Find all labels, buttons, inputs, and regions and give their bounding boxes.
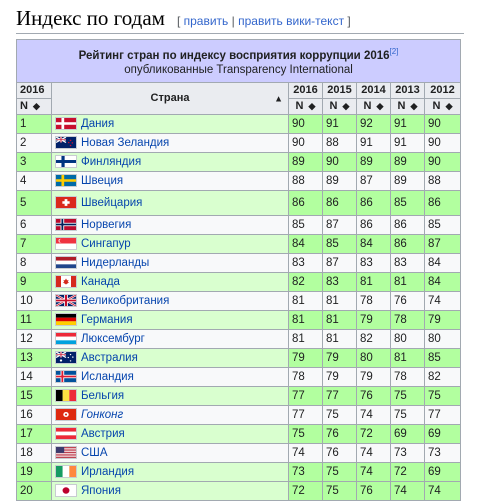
score-cell-2015: 87 [323, 254, 357, 273]
country-cell [52, 311, 289, 330]
score-cell-2012: 74 [425, 482, 461, 501]
score-cell-2016: 77 [289, 387, 323, 406]
sort-control-2015[interactable]: N ◆ [323, 99, 357, 115]
score-cell-2014: 83 [357, 254, 391, 273]
score-cell-2016: 88 [289, 172, 323, 191]
switzerland-flag-icon[interactable] [55, 196, 77, 209]
country-cell [52, 349, 289, 368]
table-row [17, 463, 461, 482]
score-cell-2014: 86 [357, 191, 391, 216]
table-row [17, 115, 461, 134]
rank-cell: 6 [17, 216, 52, 235]
column-header-year: 2016 [17, 83, 52, 99]
rank-cell: 1 [17, 115, 52, 134]
column-header-2015[interactable]: 2015 [323, 83, 357, 99]
score-cell-2016: 83 [289, 254, 323, 273]
score-cell-2012: 87 [425, 235, 461, 254]
country-link[interactable]: Великобритания [81, 295, 170, 307]
score-cell-2012: 90 [425, 153, 461, 172]
score-cell-2013: 72 [391, 463, 425, 482]
table-row [17, 153, 461, 172]
score-cell-2016: 74 [289, 444, 323, 463]
country-cell [52, 172, 289, 191]
country-cell [52, 463, 289, 482]
table-row [17, 330, 461, 349]
sort-icon[interactable]: ◆ [308, 101, 316, 111]
edit-source-link[interactable]: править вики-текст [238, 14, 345, 28]
score-cell-2015: 79 [323, 368, 357, 387]
country-link[interactable]: Бельгия [81, 390, 125, 402]
sort-icon[interactable]: ◆ [410, 101, 418, 111]
score-cell-2013: 74 [391, 482, 425, 501]
score-cell-2012: 82 [425, 368, 461, 387]
country-link[interactable]: Германия [81, 314, 133, 326]
edit-link[interactable]: править [183, 14, 229, 28]
section-title: Индекс по годам [16, 6, 165, 30]
table-row [17, 273, 461, 292]
country-link[interactable]: Канада [81, 276, 120, 288]
country-link[interactable]: Гонконг [81, 409, 124, 421]
score-cell-2016: 81 [289, 311, 323, 330]
score-cell-2012: 77 [425, 406, 461, 425]
sort-icon[interactable]: ◆ [342, 101, 350, 111]
table-row [17, 172, 461, 191]
score-cell-2016: 73 [289, 463, 323, 482]
score-cell-2013: 81 [391, 349, 425, 368]
country-link[interactable]: Люксембург [81, 333, 145, 345]
country-cell [52, 115, 289, 134]
rank-cell: 16 [17, 406, 52, 425]
score-cell-2016: 79 [289, 349, 323, 368]
score-cell-2015: 83 [323, 273, 357, 292]
score-cell-2014: 76 [357, 387, 391, 406]
score-cell-2013: 80 [391, 330, 425, 349]
score-cell-2016: 77 [289, 406, 323, 425]
table-row [17, 254, 461, 273]
table-row [17, 425, 461, 444]
table-row [17, 368, 461, 387]
country-link[interactable]: Нидерланды [81, 257, 150, 269]
score-cell-2013: 89 [391, 153, 425, 172]
score-cell-2016: 81 [289, 330, 323, 349]
country-cell [52, 153, 289, 172]
rank-cell: 19 [17, 463, 52, 482]
score-cell-2013: 73 [391, 444, 425, 463]
australia-flag-icon[interactable] [55, 351, 77, 364]
corruption-index-table [16, 39, 461, 501]
table-caption: Рейтинг стран по индексу восприятия коррупции 2016[2] опубликованные Transparency International [17, 40, 461, 83]
rank-cell: 17 [17, 425, 52, 444]
score-cell-2012: 79 [425, 311, 461, 330]
score-cell-2016: 85 [289, 216, 323, 235]
belgium-flag-icon[interactable] [55, 389, 77, 402]
rank-cell: 10 [17, 292, 52, 311]
country-link[interactable]: Ирландия [81, 466, 135, 478]
reference-link[interactable]: [2] [389, 47, 399, 57]
rank-cell: 14 [17, 368, 52, 387]
canada-flag-icon[interactable] [55, 275, 77, 288]
score-cell-2014: 74 [357, 463, 391, 482]
country-cell [52, 292, 289, 311]
score-cell-2014: 74 [357, 444, 391, 463]
score-cell-2012: 80 [425, 330, 461, 349]
sort-icon[interactable]: ◆ [33, 101, 40, 111]
sort-icon[interactable]: ◆ [445, 101, 453, 111]
country-link[interactable]: Австралия [81, 352, 138, 364]
sort-control-2014[interactable]: N ◆ [357, 99, 391, 115]
score-cell-2016: 90 [289, 134, 323, 153]
table-row [17, 387, 461, 406]
germany-flag-icon[interactable] [55, 313, 77, 326]
score-cell-2015: 76 [323, 425, 357, 444]
table-row [17, 406, 461, 425]
rank-cell: 9 [17, 273, 52, 292]
country-cell [52, 134, 289, 153]
country-cell [52, 444, 289, 463]
score-cell-2014: 81 [357, 273, 391, 292]
netherlands-flag-icon[interactable] [55, 256, 77, 269]
country-link[interactable]: Норвегия [81, 219, 132, 231]
column-header-2014[interactable]: 2014 [357, 83, 391, 99]
table-row [17, 444, 461, 463]
column-header-2013[interactable]: 2013 [391, 83, 425, 99]
singapore-flag-icon[interactable] [55, 237, 77, 250]
score-cell-2012: 85 [425, 349, 461, 368]
score-cell-2012: 90 [425, 134, 461, 153]
score-cell-2015: 85 [323, 235, 357, 254]
score-cell-2014: 79 [357, 368, 391, 387]
finland-flag-icon[interactable] [55, 155, 77, 168]
column-header-2016[interactable]: 2016 [289, 83, 323, 99]
score-cell-2014: 87 [357, 172, 391, 191]
score-cell-2016: 81 [289, 292, 323, 311]
score-cell-2014: 79 [357, 311, 391, 330]
score-cell-2013: 86 [391, 235, 425, 254]
score-cell-2012: 85 [425, 216, 461, 235]
score-cell-2012: 73 [425, 444, 461, 463]
score-cell-2015: 81 [323, 292, 357, 311]
score-cell-2016: 90 [289, 115, 323, 134]
ireland-flag-icon[interactable] [55, 465, 77, 478]
score-cell-2016: 82 [289, 273, 323, 292]
table-row [17, 311, 461, 330]
country-cell [52, 425, 289, 444]
score-cell-2013: 86 [391, 216, 425, 235]
usa-flag-icon[interactable] [55, 446, 77, 459]
score-cell-2016: 75 [289, 425, 323, 444]
rank-cell: 13 [17, 349, 52, 368]
score-cell-2012: 69 [425, 425, 461, 444]
score-cell-2016: 84 [289, 235, 323, 254]
hong-kong-flag-icon[interactable] [55, 408, 77, 421]
score-cell-2014: 91 [357, 134, 391, 153]
rank-cell: 4 [17, 172, 52, 191]
score-cell-2016: 86 [289, 191, 323, 216]
score-cell-2013: 81 [391, 273, 425, 292]
score-cell-2015: 75 [323, 463, 357, 482]
rank-cell: 3 [17, 153, 52, 172]
score-cell-2015: 88 [323, 134, 357, 153]
score-cell-2015: 75 [323, 406, 357, 425]
table-row [17, 349, 461, 368]
denmark-flag-icon[interactable] [55, 117, 77, 130]
score-cell-2013: 76 [391, 292, 425, 311]
score-cell-2016: 89 [289, 153, 323, 172]
rank-cell: 20 [17, 482, 52, 501]
score-cell-2014: 84 [357, 235, 391, 254]
score-cell-2015: 87 [323, 216, 357, 235]
score-cell-2015: 81 [323, 330, 357, 349]
rank-cell: 7 [17, 235, 52, 254]
country-cell [52, 254, 289, 273]
sort-control-2012[interactable]: N ◆ [425, 99, 461, 115]
country-link[interactable]: Сингапур [81, 238, 131, 250]
score-cell-2012: 86 [425, 191, 461, 216]
table-row [17, 292, 461, 311]
new-zealand-flag-icon[interactable] [55, 136, 77, 149]
score-cell-2013: 89 [391, 172, 425, 191]
country-link[interactable]: Финляндия [81, 156, 142, 168]
country-link[interactable]: Швейцария [81, 197, 143, 209]
country-cell [52, 191, 289, 216]
score-cell-2013: 75 [391, 387, 425, 406]
score-cell-2014: 80 [357, 349, 391, 368]
austria-flag-icon[interactable] [55, 427, 77, 440]
country-link[interactable]: США [81, 447, 108, 459]
sort-control-2013[interactable]: N ◆ [391, 99, 425, 115]
score-cell-2015: 89 [323, 172, 357, 191]
score-cell-2012: 88 [425, 172, 461, 191]
score-cell-2013: 69 [391, 425, 425, 444]
score-cell-2013: 78 [391, 368, 425, 387]
score-cell-2013: 78 [391, 311, 425, 330]
sort-icon[interactable]: ▲ [274, 93, 283, 103]
score-cell-2015: 75 [323, 482, 357, 501]
luxembourg-flag-icon[interactable] [55, 332, 77, 345]
table-row [17, 235, 461, 254]
score-cell-2012: 84 [425, 254, 461, 273]
score-cell-2014: 92 [357, 115, 391, 134]
score-cell-2014: 72 [357, 425, 391, 444]
heading-underline [16, 33, 464, 34]
score-cell-2015: 90 [323, 153, 357, 172]
country-cell [52, 406, 289, 425]
country-link[interactable]: Австрия [81, 428, 125, 440]
score-cell-2012: 75 [425, 387, 461, 406]
score-cell-2012: 69 [425, 463, 461, 482]
country-cell [52, 482, 289, 501]
country-cell [52, 235, 289, 254]
country-link[interactable]: Исландия [81, 371, 134, 383]
uk-flag-icon[interactable] [55, 294, 77, 307]
score-cell-2013: 91 [391, 134, 425, 153]
iceland-flag-icon[interactable] [55, 370, 77, 383]
score-cell-2012: 84 [425, 273, 461, 292]
score-cell-2014: 78 [357, 292, 391, 311]
rank-cell: 12 [17, 330, 52, 349]
country-cell [52, 387, 289, 406]
section-heading [16, 6, 351, 34]
score-cell-2015: 91 [323, 115, 357, 134]
country-link[interactable]: Новая Зеландия [81, 137, 170, 149]
table-row [17, 216, 461, 235]
score-cell-2014: 86 [357, 216, 391, 235]
table-row [17, 191, 461, 216]
rank-cell: 2 [17, 134, 52, 153]
edit-section-links: [ править | править вики-текст ] [176, 14, 351, 28]
table-row [17, 482, 461, 501]
country-link[interactable]: Япония [81, 485, 121, 497]
score-cell-2012: 90 [425, 115, 461, 134]
column-header-country[interactable]: Страна ▲ [52, 83, 289, 115]
rank-cell: 11 [17, 311, 52, 330]
rank-cell: 8 [17, 254, 52, 273]
score-cell-2014: 82 [357, 330, 391, 349]
country-link[interactable]: Дания [81, 118, 115, 130]
sort-icon[interactable]: ◆ [376, 101, 384, 111]
rank-cell: 18 [17, 444, 52, 463]
japan-flag-icon[interactable] [55, 484, 77, 497]
score-cell-2013: 85 [391, 191, 425, 216]
table-row [17, 134, 461, 153]
score-cell-2012: 74 [425, 292, 461, 311]
column-header-rank[interactable]: N ◆ [17, 99, 52, 115]
sweden-flag-icon[interactable] [55, 174, 77, 187]
country-cell [52, 273, 289, 292]
score-cell-2015: 77 [323, 387, 357, 406]
score-cell-2016: 72 [289, 482, 323, 501]
rank-cell: 5 [17, 191, 52, 216]
country-cell [52, 330, 289, 349]
score-cell-2013: 83 [391, 254, 425, 273]
score-cell-2014: 74 [357, 406, 391, 425]
score-cell-2014: 89 [357, 153, 391, 172]
country-cell [52, 368, 289, 387]
score-cell-2013: 91 [391, 115, 425, 134]
sort-control-2016[interactable]: N ◆ [289, 99, 323, 115]
country-link[interactable]: Швеция [81, 175, 124, 187]
country-cell [52, 216, 289, 235]
column-header-2012[interactable]: 2012 [425, 83, 461, 99]
rank-cell: 15 [17, 387, 52, 406]
score-cell-2013: 75 [391, 406, 425, 425]
score-cell-2016: 78 [289, 368, 323, 387]
score-cell-2015: 76 [323, 444, 357, 463]
norway-flag-icon[interactable] [55, 218, 77, 231]
score-cell-2014: 76 [357, 482, 391, 501]
score-cell-2015: 81 [323, 311, 357, 330]
score-cell-2015: 79 [323, 349, 357, 368]
score-cell-2015: 86 [323, 191, 357, 216]
